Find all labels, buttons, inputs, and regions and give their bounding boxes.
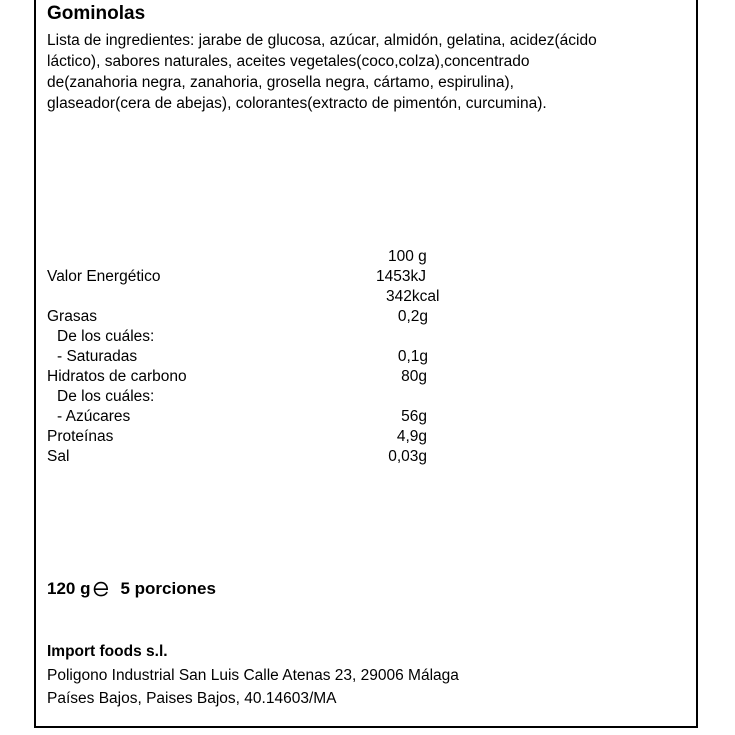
nutrition-row-sugars [0,407,735,427]
ingredients-line: glaseador(cera de abejas), colorantes(extracto de pimentón, curcumina). [47,95,547,112]
nutrient-name: Valor Energético [47,268,161,285]
company-address-line: Poligono Industrial San Luis Calle Atenas 23, 29006 Málaga [47,667,459,684]
nutrition-row-carbohydrates [0,367,735,387]
estimated-sign-icon [92,580,110,598]
nutrient-value: 1453kJ [376,268,426,285]
ingredients-line: Lista de ingredientes: jarabe de glucosa, azúcar, almidón, gelatina, acidez(ácido [47,32,597,49]
nutrient-name: - Saturadas [57,348,138,365]
portion-count: 5 porciones [120,579,216,598]
nutrient-value-kcal: 342kcal [386,288,440,305]
nutrition-row-salt [0,447,735,467]
nutrient-value: 0,2g [397,308,428,325]
ingredients-line: de(zanahoria negra, zanahoria, grosella negra, cártamo, espirulina), [47,74,514,91]
portions-line [47,577,216,601]
nutrition-column-header: 100 g [388,248,427,265]
nutrition-row-saturated [0,347,735,367]
ingredients-list [47,30,667,114]
nutrient-value: 0,1g [397,348,428,365]
nutrient-name: Grasas [47,308,97,325]
product-title: Gominolas [47,3,146,24]
nutrient-name: Sal [47,448,70,465]
nutrition-row-protein [0,427,735,447]
nutrient-value: 0,03g [388,448,427,465]
nutrient-value: 80g [401,368,427,385]
company-address-line: Países Bajos, Paises Bajos, 40.14603/MA [47,690,337,707]
ingredients-line: láctico), sabores naturales, aceites vegetales(coco,colza),concentrado [47,53,530,70]
nutrient-name: De los cuáles: [57,328,155,345]
nutrition-row-energy [0,267,735,287]
nutrient-value: 56g [401,408,427,425]
nutrient-name: - Azúcares [57,408,131,425]
nutrient-name: De los cuáles: [57,388,155,405]
company-name: Import foods s.l. [47,643,168,660]
nutrient-value: 4,9g [396,428,427,445]
net-weight: 120 g [47,579,91,598]
nutrition-row-fat [0,307,735,327]
nutrition-row-subheading [0,327,735,347]
nutrient-name: Hidratos de carbono [47,368,187,385]
nutrient-name: Proteínas [47,428,114,445]
nutrition-row-subheading [0,387,735,407]
